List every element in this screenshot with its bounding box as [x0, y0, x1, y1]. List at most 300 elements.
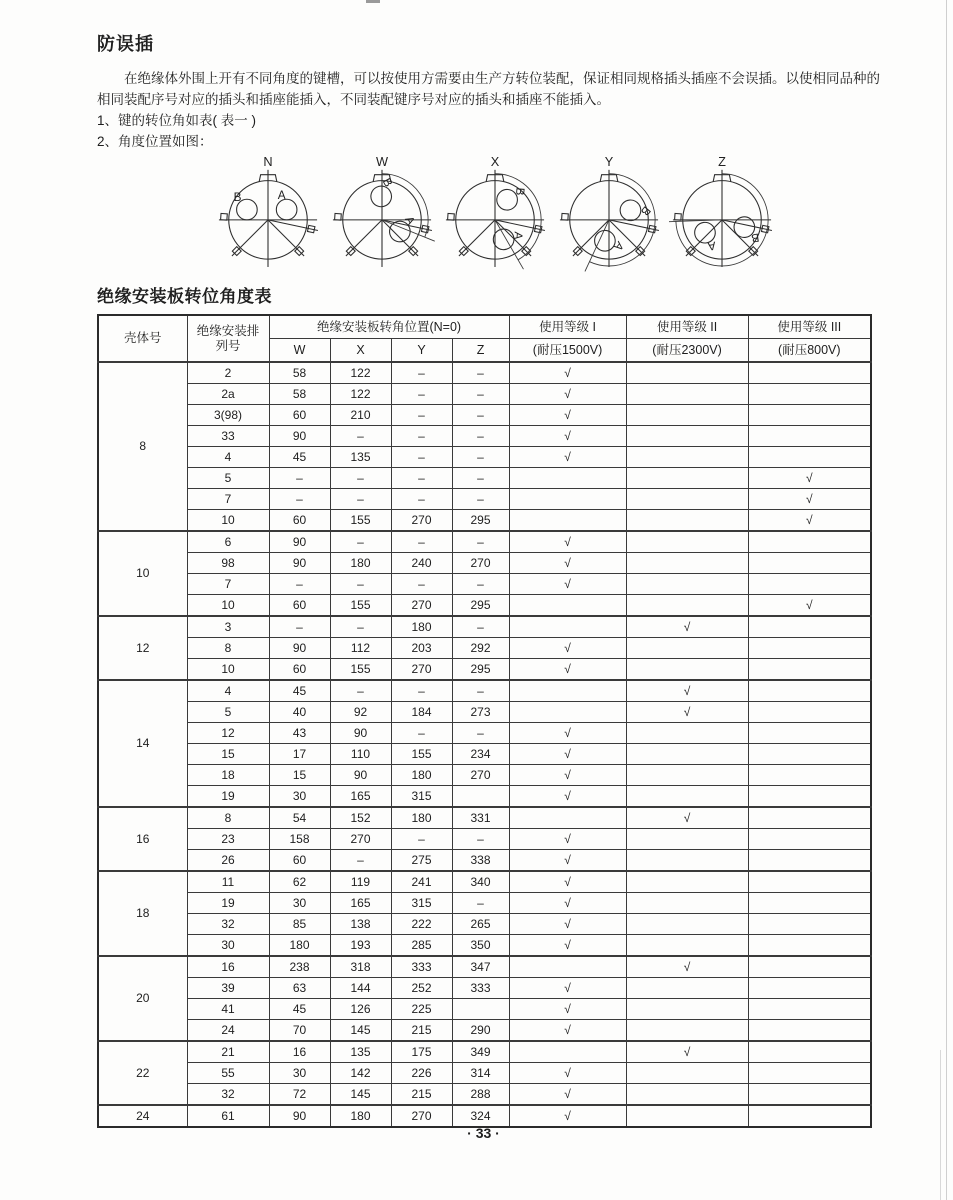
- keyway-line: [232, 220, 268, 256]
- check-mark-cell: √: [509, 426, 626, 447]
- angle-w-cell: 60: [269, 510, 330, 532]
- check-mark-cell: √: [509, 1105, 626, 1127]
- empty-grade-cell: [509, 702, 626, 723]
- angle-z-cell: 273: [452, 702, 509, 723]
- angle-y-cell: –: [391, 426, 452, 447]
- empty-grade-cell: [748, 1041, 871, 1063]
- scan-edge-line: [946, 0, 947, 1200]
- arrangement-no-cell: 5: [187, 468, 269, 489]
- angle-z-cell: –: [452, 384, 509, 405]
- check-mark-cell: √: [509, 447, 626, 468]
- angle-w-cell: 63: [269, 978, 330, 999]
- table-row: [98, 893, 871, 914]
- empty-grade-cell: [748, 1105, 871, 1127]
- table-row: [98, 999, 871, 1020]
- empty-grade-cell: [748, 999, 871, 1020]
- angle-w-cell: 54: [269, 807, 330, 829]
- check-mark-cell: √: [509, 829, 626, 850]
- angle-z-cell: 295: [452, 510, 509, 532]
- empty-grade-cell: [748, 1084, 871, 1106]
- angle-x-cell: 135: [330, 447, 391, 468]
- intro-line-1: 在绝缘体外围上开有不同角度的键槽，可以按使用方需要由生产方转位装配，保证相同规格插头插座不会误插。: [124, 71, 786, 86]
- table-row: [98, 744, 871, 765]
- angle-z-cell: [452, 999, 509, 1020]
- angle-z-cell: 349: [452, 1041, 509, 1063]
- empty-grade-cell: [748, 362, 871, 384]
- angle-table-body: [98, 362, 871, 1127]
- angle-x-cell: 193: [330, 935, 391, 957]
- page-content: [97, 30, 880, 1128]
- angle-y-cell: 315: [391, 893, 452, 914]
- angle-y-cell: 252: [391, 978, 452, 999]
- angle-z-cell: –: [452, 680, 509, 702]
- empty-grade-cell: [626, 489, 748, 510]
- angle-w-cell: 40: [269, 702, 330, 723]
- check-mark-cell: √: [509, 362, 626, 384]
- angle-z-cell: 333: [452, 978, 509, 999]
- table-row: [98, 807, 871, 829]
- angle-x-cell: 155: [330, 595, 391, 617]
- empty-grade-cell: [748, 616, 871, 638]
- shell-number-cell: 22: [98, 1041, 187, 1105]
- angle-x-cell: 122: [330, 362, 391, 384]
- check-mark-cell: √: [509, 1020, 626, 1042]
- empty-grade-cell: [748, 405, 871, 426]
- angle-x-cell: 270: [330, 829, 391, 850]
- table-row: [98, 829, 871, 850]
- angle-z-cell: 292: [452, 638, 509, 659]
- angle-y-cell: 155: [391, 744, 452, 765]
- empty-grade-cell: [748, 553, 871, 574]
- check-mark-cell: √: [509, 574, 626, 595]
- arrangement-no-cell: 32: [187, 1084, 269, 1106]
- check-mark-cell: √: [509, 786, 626, 808]
- empty-grade-cell: [626, 935, 748, 957]
- empty-grade-cell: [626, 531, 748, 553]
- shell-number-cell: 14: [98, 680, 187, 807]
- empty-grade-cell: [626, 871, 748, 893]
- header-grade-1-voltage: (耐压1500V): [509, 339, 626, 363]
- rotation-arc-leader: [584, 220, 608, 272]
- angle-w-cell: 60: [269, 850, 330, 872]
- empty-grade-cell: [509, 680, 626, 702]
- angle-x-cell: 112: [330, 638, 391, 659]
- empty-grade-cell: [748, 871, 871, 893]
- angle-w-cell: 45: [269, 680, 330, 702]
- arrangement-no-cell: 2: [187, 362, 269, 384]
- empty-grade-cell: [626, 978, 748, 999]
- angle-z-cell: –: [452, 616, 509, 638]
- list-item-2: 2、角度位置如图：: [97, 134, 213, 149]
- arrangement-no-cell: 8: [187, 638, 269, 659]
- table-row: [98, 1084, 871, 1106]
- keyway-key: [334, 213, 341, 220]
- table-row: [98, 616, 871, 638]
- angle-y-cell: 333: [391, 956, 452, 978]
- arrangement-no-cell: 3(98): [187, 405, 269, 426]
- empty-grade-cell: [509, 510, 626, 532]
- angle-z-cell: –: [452, 893, 509, 914]
- angle-w-cell: –: [269, 489, 330, 510]
- angle-y-cell: 175: [391, 1041, 452, 1063]
- empty-grade-cell: [748, 638, 871, 659]
- arrangement-no-cell: 23: [187, 829, 269, 850]
- table-row: [98, 786, 871, 808]
- angle-x-cell: –: [330, 531, 391, 553]
- intro-paragraph: [97, 68, 880, 110]
- contact-group: [234, 189, 297, 220]
- keyway-key: [561, 213, 568, 220]
- angle-z-cell: 295: [452, 659, 509, 681]
- check-mark-cell: √: [509, 744, 626, 765]
- angle-x-cell: 126: [330, 999, 391, 1020]
- angle-w-cell: 72: [269, 1084, 330, 1106]
- angle-y-cell: –: [391, 829, 452, 850]
- angle-y-cell: –: [391, 574, 452, 595]
- table-row: [98, 1020, 871, 1042]
- angle-w-cell: 43: [269, 723, 330, 744]
- empty-grade-cell: [626, 744, 748, 765]
- empty-grade-cell: [748, 935, 871, 957]
- angle-x-cell: –: [330, 680, 391, 702]
- table-row: [98, 638, 871, 659]
- angle-z-cell: 265: [452, 914, 509, 935]
- keyway-key: [221, 213, 228, 220]
- arrangement-no-cell: 18: [187, 765, 269, 786]
- angle-z-cell: 288: [452, 1084, 509, 1106]
- contact-group: [492, 186, 528, 252]
- check-mark-cell: √: [509, 871, 626, 893]
- page-title: 防误插: [97, 34, 154, 54]
- angle-x-cell: 135: [330, 1041, 391, 1063]
- empty-grade-cell: [748, 1020, 871, 1042]
- table-row: [98, 680, 871, 702]
- check-mark-cell: √: [626, 956, 748, 978]
- keyway-key: [675, 213, 682, 220]
- angle-x-cell: 119: [330, 871, 391, 893]
- header-grade-3: 使用等级 III: [748, 315, 871, 339]
- keyway-line: [345, 220, 381, 256]
- table-row: [98, 405, 871, 426]
- angle-w-cell: 180: [269, 935, 330, 957]
- angle-x-cell: 180: [330, 553, 391, 574]
- angle-y-cell: –: [391, 468, 452, 489]
- shell-number-cell: 8: [98, 362, 187, 531]
- keyway-key: [448, 213, 455, 220]
- connector-face-diagram: [329, 154, 435, 272]
- angle-y-cell: 180: [391, 765, 452, 786]
- angle-w-cell: 30: [269, 786, 330, 808]
- arrangement-no-cell: 10: [187, 595, 269, 617]
- check-mark-cell: √: [748, 510, 871, 532]
- empty-grade-cell: [748, 659, 871, 681]
- angle-w-cell: –: [269, 616, 330, 638]
- angle-w-cell: 85: [269, 914, 330, 935]
- empty-grade-cell: [626, 999, 748, 1020]
- angle-y-cell: 241: [391, 871, 452, 893]
- angle-x-cell: 110: [330, 744, 391, 765]
- angle-x-cell: –: [330, 426, 391, 447]
- table-row: [98, 765, 871, 786]
- empty-grade-cell: [748, 744, 871, 765]
- table-row: [98, 978, 871, 999]
- header-position-group: 绝缘安装板转角位置(N=0): [269, 315, 509, 339]
- angle-w-cell: 62: [269, 871, 330, 893]
- scan-artifact: [366, 0, 380, 3]
- table-row: [98, 702, 871, 723]
- angle-x-cell: 165: [330, 786, 391, 808]
- angle-z-cell: 331: [452, 807, 509, 829]
- empty-grade-cell: [626, 893, 748, 914]
- keyway-line: [382, 220, 418, 256]
- rotation-diagram-x: [442, 154, 548, 272]
- contact-a-label: A: [610, 238, 626, 254]
- empty-grade-cell: [626, 765, 748, 786]
- rotation-diagram-n: [215, 154, 321, 272]
- arrangement-no-cell: 8: [187, 807, 269, 829]
- connector-face-diagram: [442, 154, 548, 272]
- contact-a-label: A: [277, 189, 286, 203]
- header-arrangement-line2: 列号: [215, 338, 241, 353]
- table-row: [98, 468, 871, 489]
- empty-grade-cell: [626, 426, 748, 447]
- arrangement-no-cell: 2a: [187, 384, 269, 405]
- contact-b-label: B: [379, 176, 395, 190]
- empty-grade-cell: [626, 468, 748, 489]
- header-pos-w: W: [269, 339, 330, 363]
- contact-a: [276, 199, 297, 220]
- angle-w-cell: 158: [269, 829, 330, 850]
- angle-w-cell: 60: [269, 405, 330, 426]
- shell-number-cell: 18: [98, 871, 187, 956]
- angle-y-cell: 203: [391, 638, 452, 659]
- angle-z-cell: –: [452, 531, 509, 553]
- angle-z-cell: 338: [452, 850, 509, 872]
- angle-x-cell: –: [330, 616, 391, 638]
- header-grade-1: 使用等级 I: [509, 315, 626, 339]
- angle-x-cell: –: [330, 468, 391, 489]
- table-row: [98, 1063, 871, 1084]
- angle-y-cell: 315: [391, 786, 452, 808]
- empty-grade-cell: [748, 978, 871, 999]
- table-row: [98, 531, 871, 553]
- angle-y-cell: 215: [391, 1084, 452, 1106]
- empty-grade-cell: [509, 468, 626, 489]
- intro-line-2: 以使相同品种的相同装配序号对应的插头和插座能插入，不同装配键序号对应的插头和插座不能插入。: [97, 71, 880, 107]
- angle-w-cell: 90: [269, 1105, 330, 1127]
- arrangement-no-cell: 10: [187, 510, 269, 532]
- table-row: [98, 956, 871, 978]
- empty-grade-cell: [748, 914, 871, 935]
- angle-y-cell: 180: [391, 616, 452, 638]
- contact-a-label: A: [401, 214, 417, 228]
- arrangement-no-cell: 7: [187, 489, 269, 510]
- arrangement-no-cell: 4: [187, 680, 269, 702]
- empty-grade-cell: [748, 829, 871, 850]
- empty-grade-cell: [626, 574, 748, 595]
- contact-a: [492, 228, 514, 250]
- angle-x-cell: 145: [330, 1084, 391, 1106]
- check-mark-cell: √: [509, 659, 626, 681]
- table-row: [98, 850, 871, 872]
- angle-x-cell: 144: [330, 978, 391, 999]
- angle-y-cell: 215: [391, 1020, 452, 1042]
- angle-y-cell: 226: [391, 1063, 452, 1084]
- table-row: [98, 1041, 871, 1063]
- check-mark-cell: √: [509, 893, 626, 914]
- contact-a-label: A: [706, 238, 717, 253]
- check-mark-cell: √: [509, 384, 626, 405]
- angle-z-cell: –: [452, 426, 509, 447]
- angle-y-cell: –: [391, 723, 452, 744]
- insulator-angle-table: [97, 314, 872, 1128]
- empty-grade-cell: [748, 765, 871, 786]
- angle-x-cell: 90: [330, 765, 391, 786]
- angle-w-cell: 70: [269, 1020, 330, 1042]
- check-mark-cell: √: [748, 595, 871, 617]
- angle-x-cell: 155: [330, 659, 391, 681]
- check-mark-cell: √: [626, 680, 748, 702]
- table-row: [98, 935, 871, 957]
- angle-w-cell: 60: [269, 595, 330, 617]
- empty-grade-cell: [748, 531, 871, 553]
- angle-x-cell: –: [330, 850, 391, 872]
- rotation-diagram-y: [556, 154, 662, 272]
- angle-w-cell: 90: [269, 553, 330, 574]
- table-row: [98, 447, 871, 468]
- angle-z-cell: 270: [452, 553, 509, 574]
- table-title: 绝缘安装板转位角度表: [97, 287, 272, 306]
- header-grade-2: 使用等级 II: [626, 315, 748, 339]
- angle-x-cell: 122: [330, 384, 391, 405]
- angle-y-cell: 225: [391, 999, 452, 1020]
- check-mark-cell: √: [509, 1063, 626, 1084]
- angle-x-cell: 145: [330, 1020, 391, 1042]
- table-row: [98, 553, 871, 574]
- empty-grade-cell: [626, 447, 748, 468]
- check-mark-cell: √: [509, 723, 626, 744]
- check-mark-cell: √: [509, 553, 626, 574]
- arrangement-no-cell: 26: [187, 850, 269, 872]
- arrangement-no-cell: 24: [187, 1020, 269, 1042]
- empty-grade-cell: [748, 384, 871, 405]
- header-arrangement-line1: 绝缘安装排: [196, 323, 260, 338]
- empty-grade-cell: [748, 702, 871, 723]
- empty-grade-cell: [509, 956, 626, 978]
- diagram-label: N: [263, 154, 273, 169]
- angle-z-cell: 347: [452, 956, 509, 978]
- arrangement-no-cell: 11: [187, 871, 269, 893]
- angle-x-cell: 138: [330, 914, 391, 935]
- contact-b: [367, 182, 395, 210]
- angle-z-cell: 340: [452, 871, 509, 893]
- angle-y-cell: –: [391, 531, 452, 553]
- table-row: [98, 362, 871, 384]
- empty-grade-cell: [626, 723, 748, 744]
- arrangement-no-cell: 21: [187, 1041, 269, 1063]
- empty-grade-cell: [748, 574, 871, 595]
- angle-z-cell: [452, 786, 509, 808]
- angle-z-cell: 295: [452, 595, 509, 617]
- angle-z-cell: –: [452, 447, 509, 468]
- check-mark-cell: √: [509, 531, 626, 553]
- angle-y-cell: 285: [391, 935, 452, 957]
- angle-w-cell: 45: [269, 999, 330, 1020]
- table-row: [98, 659, 871, 681]
- angle-z-cell: –: [452, 489, 509, 510]
- angle-y-cell: 270: [391, 659, 452, 681]
- arrangement-no-cell: 10: [187, 659, 269, 681]
- arrangement-no-cell: 12: [187, 723, 269, 744]
- empty-grade-cell: [748, 786, 871, 808]
- empty-grade-cell: [626, 1020, 748, 1042]
- angle-y-cell: 240: [391, 553, 452, 574]
- empty-grade-cell: [626, 1105, 748, 1127]
- angle-z-cell: 324: [452, 1105, 509, 1127]
- table-row: [98, 384, 871, 405]
- header-pos-x: X: [330, 339, 391, 363]
- shell-number-cell: 24: [98, 1105, 187, 1127]
- angle-x-cell: 180: [330, 1105, 391, 1127]
- empty-grade-cell: [626, 850, 748, 872]
- angle-z-cell: –: [452, 362, 509, 384]
- empty-grade-cell: [748, 850, 871, 872]
- angle-x-cell: 165: [330, 893, 391, 914]
- angle-w-cell: 58: [269, 362, 330, 384]
- arrangement-no-cell: 6: [187, 531, 269, 553]
- diagram-label: W: [375, 154, 388, 169]
- empty-grade-cell: [626, 595, 748, 617]
- arrangement-no-cell: 61: [187, 1105, 269, 1127]
- table-row: [98, 426, 871, 447]
- empty-grade-cell: [626, 786, 748, 808]
- arrangement-no-cell: 15: [187, 744, 269, 765]
- contact-b-label: B: [637, 203, 653, 218]
- connector-face-diagram: [556, 154, 662, 272]
- angle-y-cell: 270: [391, 1105, 452, 1127]
- arrangement-no-cell: 98: [187, 553, 269, 574]
- arrangement-no-cell: 55: [187, 1063, 269, 1084]
- empty-grade-cell: [748, 956, 871, 978]
- connector-face-diagram: [669, 154, 775, 272]
- shell-number-cell: 10: [98, 531, 187, 616]
- check-mark-cell: √: [626, 807, 748, 829]
- empty-grade-cell: [626, 638, 748, 659]
- check-mark-cell: √: [509, 935, 626, 957]
- angle-z-cell: –: [452, 723, 509, 744]
- angle-x-cell: 152: [330, 807, 391, 829]
- list-item-1: 1、键的转位角如表( 表一 ): [97, 113, 257, 128]
- angle-w-cell: 45: [269, 447, 330, 468]
- page-number: · 33 ·: [467, 1125, 500, 1141]
- table-row: [98, 914, 871, 935]
- table-row: [98, 574, 871, 595]
- angle-y-cell: –: [391, 489, 452, 510]
- empty-grade-cell: [626, 1084, 748, 1106]
- check-mark-cell: √: [509, 999, 626, 1020]
- arrangement-no-cell: 3: [187, 616, 269, 638]
- empty-grade-cell: [748, 680, 871, 702]
- diagram-label: Z: [718, 154, 726, 169]
- angle-x-cell: 155: [330, 510, 391, 532]
- angle-w-cell: 15: [269, 765, 330, 786]
- angle-w-cell: 30: [269, 893, 330, 914]
- angle-x-cell: 90: [330, 723, 391, 744]
- empty-grade-cell: [626, 1063, 748, 1084]
- angle-y-cell: 222: [391, 914, 452, 935]
- rotation-diagrams: [215, 154, 775, 272]
- header-shell: 壳体号: [98, 315, 187, 362]
